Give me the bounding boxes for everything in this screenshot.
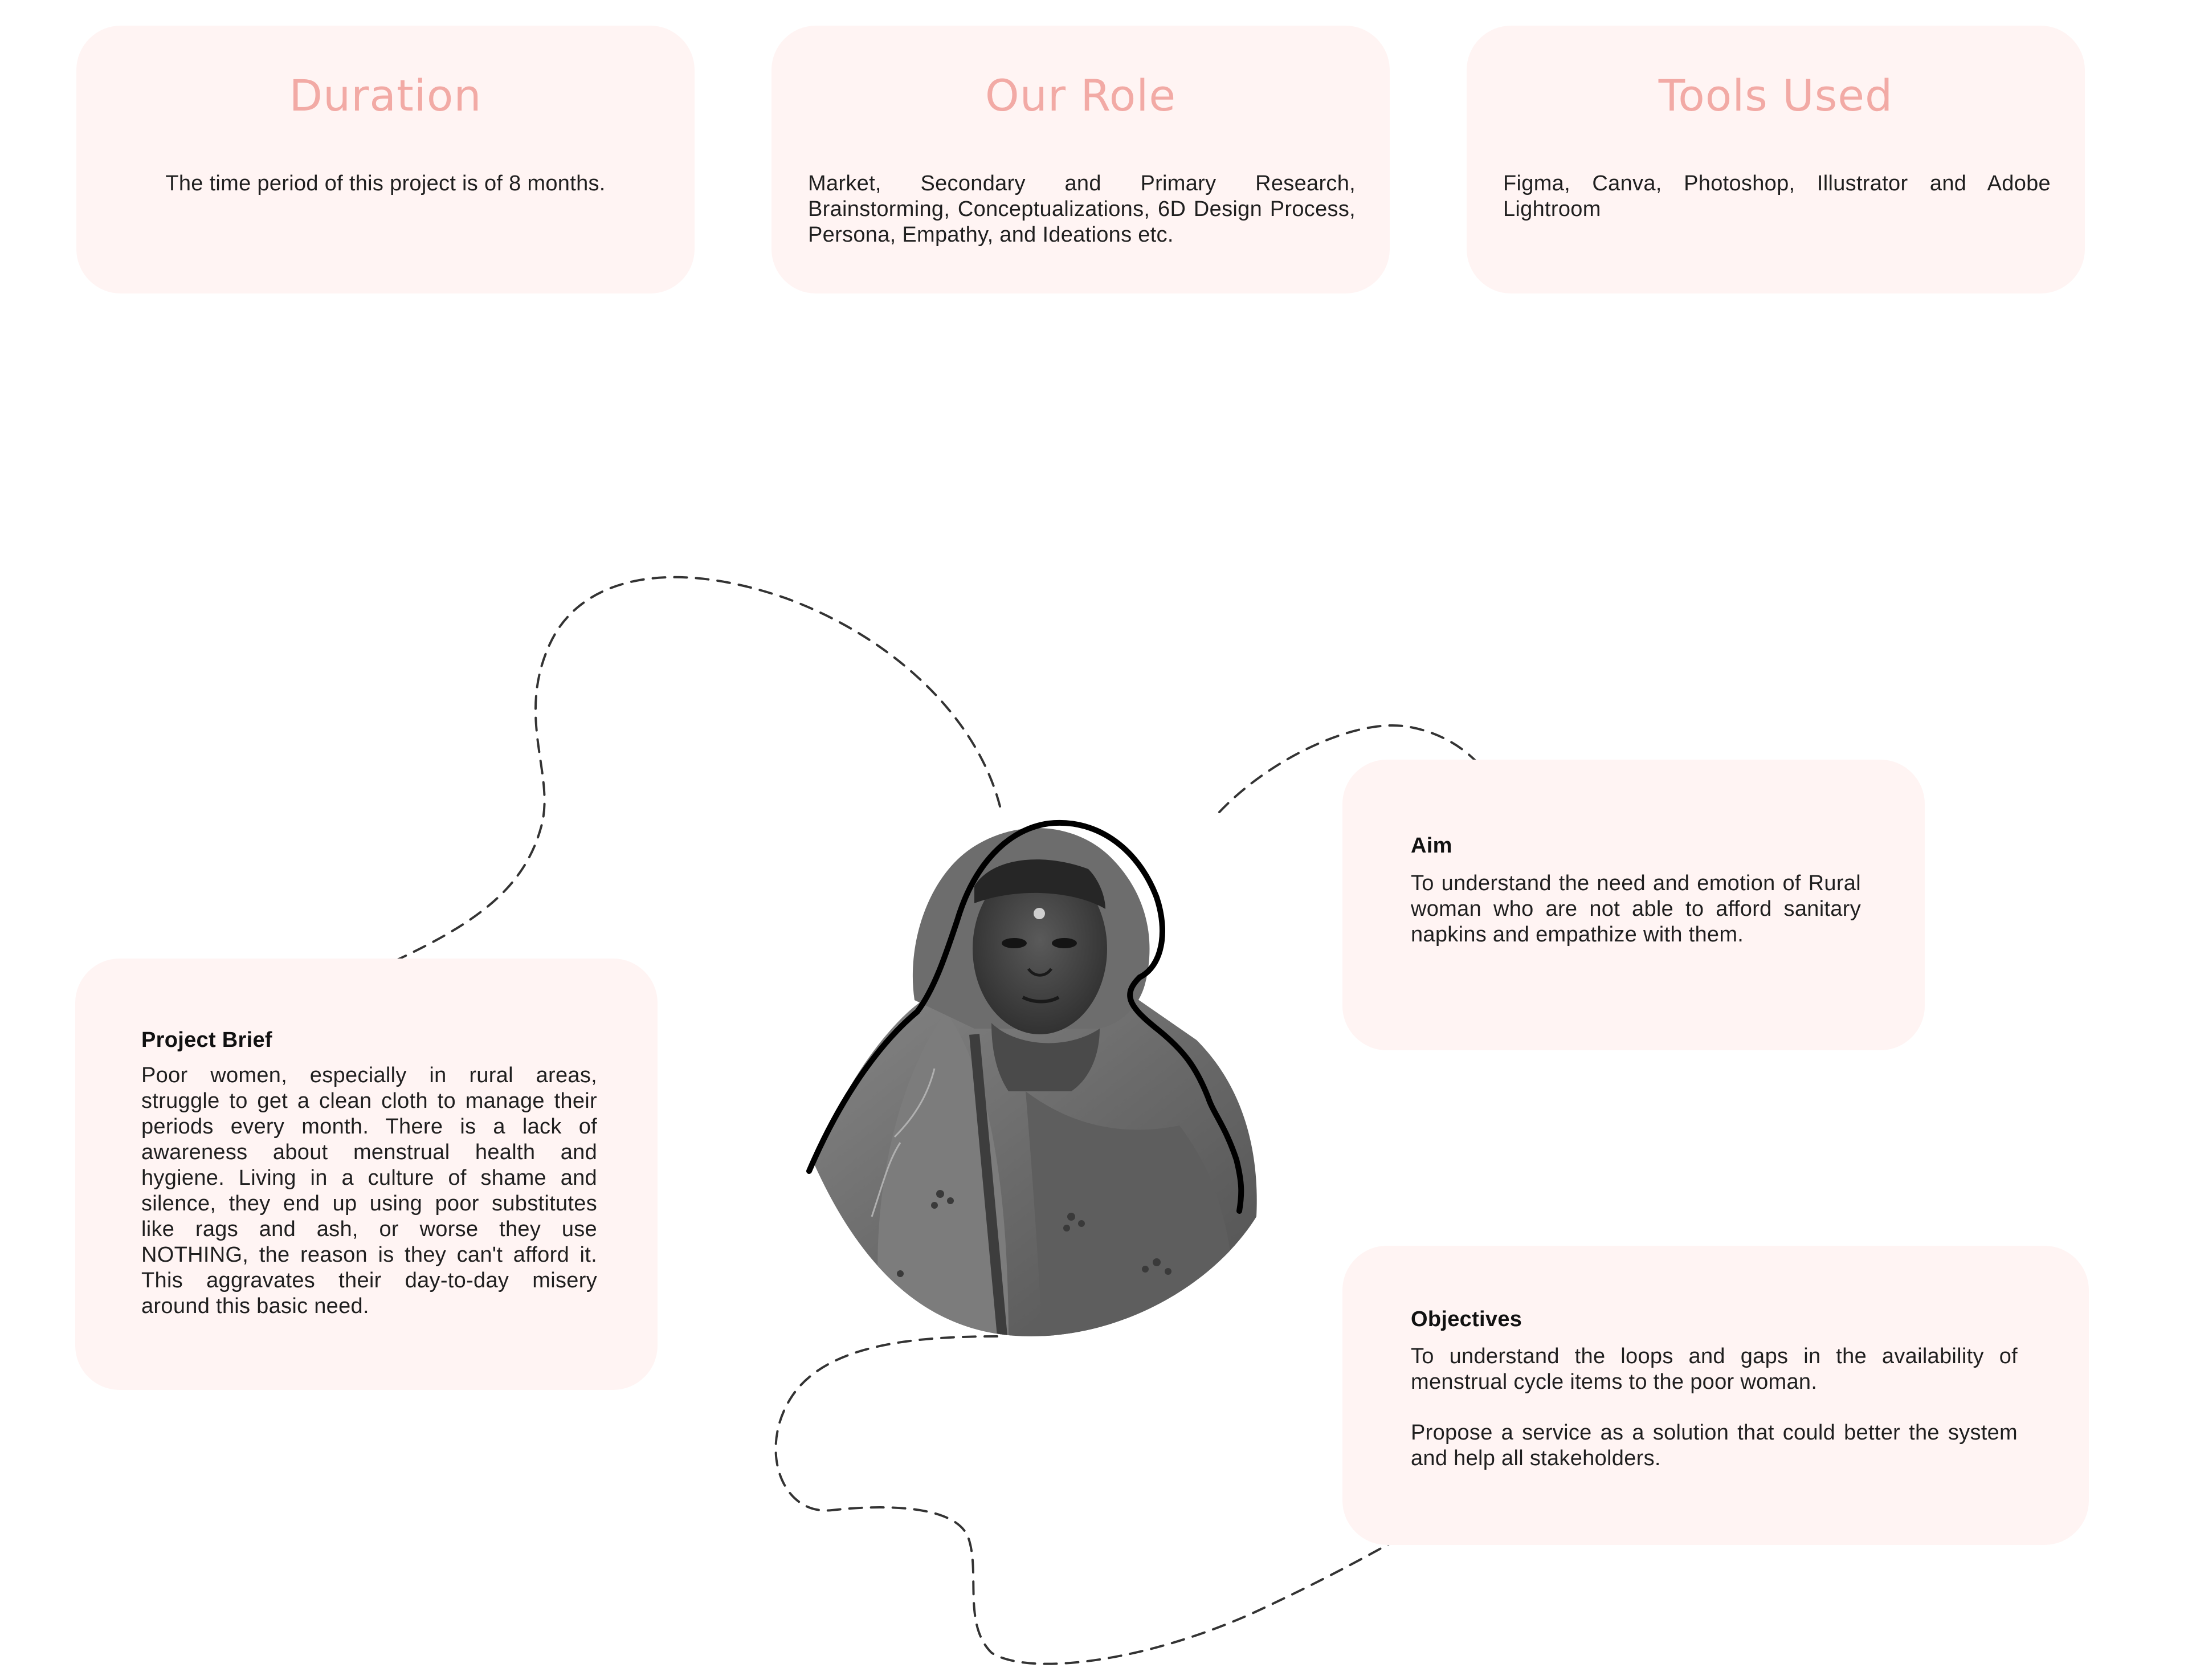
duration-title: Duration xyxy=(289,70,482,121)
project-brief-card xyxy=(75,959,658,1390)
project-brief-title: Project Brief xyxy=(141,1028,272,1052)
tools-text: Figma, Canva, Photoshop, Illustrator and Adobe Lightroom xyxy=(1503,172,2051,221)
aim-card xyxy=(1342,760,1925,1050)
objective-item: Propose a service as a solution that could better the system and help all stakeholders. xyxy=(1411,1421,2018,1470)
tools-title: Tools Used xyxy=(1658,70,1893,121)
objectives-card xyxy=(1342,1246,2089,1545)
objective-item: To understand the loops and gaps in the availability of menstrual cycle items to the poor woman. xyxy=(1411,1344,2018,1394)
project-brief-text: Poor women, especially in rural areas, struggle to get a clean cloth to manage their periods every month. There is a lack of awareness about menstrual health and hygiene. Living in a culture of shame and silence, they end up using poor substitutes like rags and ash, or worse they use NOTHING, the reason is they can't afford it. This aggravates their day-to-day misery around this basic need. xyxy=(141,1063,597,1318)
role-title: Our Role xyxy=(985,70,1177,121)
objectives-title: Objectives xyxy=(1411,1307,1522,1331)
woman-portrait-image xyxy=(803,772,1316,1342)
duration-text: The time period of this project is of 8 months. xyxy=(165,172,606,195)
aim-title: Aim xyxy=(1411,834,1452,858)
aim-text: To understand the need and emotion of Rural woman who are not able to afford sanitary napkins and empathize with them. xyxy=(1411,871,1861,947)
role-text: Market, Secondary and Primary Research, Brainstorming, Conceptualizations, 6D Design Process, Persona, Empathy, and Ideations etc. xyxy=(808,172,1356,247)
